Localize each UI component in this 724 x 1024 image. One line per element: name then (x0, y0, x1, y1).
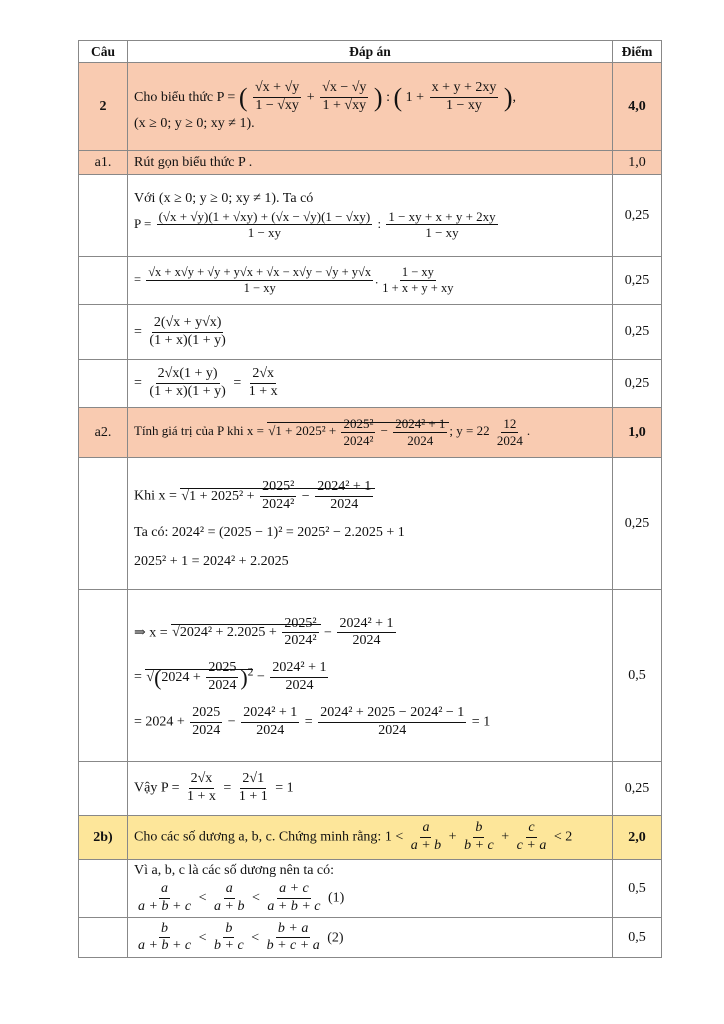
step-row (79, 860, 662, 918)
step-row (79, 590, 662, 762)
part-a2-label: a2. (79, 408, 128, 458)
question-condition: (x ≥ 0; y ≥ 0; xy ≠ 1). (134, 115, 255, 131)
step-5-points: 0,25 (613, 458, 662, 590)
part-a2-text: Tính giá trị của P khi x = √1 + 2025² + $\frac{\text{2025²}}{\text{2024²}}$ − $\frac{\text{2024² + 1}}{2024}$ ; y = 22 $\frac{12}{2024}$ . (128, 408, 613, 458)
step-2-frac2: $\frac{1 - xy}{1 + x + y + xy}$ (382, 265, 454, 295)
step-4-frac: $\frac{2√x(1 + y)}{(1 + x)(1 + y)}$ (149, 366, 226, 399)
step-3: = $\frac{2(√x + y√x)}{(1 + x)(1 + y)}$ (128, 305, 613, 360)
step-5-taco: Ta có: 2024² = (2025 − 1)² = 2025² − 2.2025 + 1 (134, 524, 405, 540)
step-1-frac: $\frac{(√x + √y)(1 + √xy) + (√x - √y)(1 - √xy)}{1 - xy}$ (158, 208, 371, 241)
step-6-points: 0,5 (613, 590, 662, 762)
question-2-row (79, 63, 662, 151)
question-lead: Cho biểu thức (134, 89, 214, 105)
step-4: = $\frac{2√x(1 + y)}{(1 + x)(1 + y)}$ = $\frac{2√x}{1 + x}$ (128, 360, 613, 408)
step-2-frac: $\frac{√x + x√y + √y + y√x + √x - x√y - √y + y√x}{1 - xy}$ (148, 265, 372, 295)
step-4-frac2: $\frac{2√x}{1 + x}$ (248, 366, 278, 399)
step-9: $\frac{b}{a + b + c}$ < $\frac{b}{b + c}$ < $\frac{b + a}{b + c + a}$ (2) (128, 918, 613, 958)
header-diem: Điểm (613, 41, 662, 63)
question-2b-points: 2,0 (613, 816, 662, 860)
question-number: 2 (79, 63, 128, 151)
step-1-points: 0,25 (613, 175, 662, 257)
header-row (79, 41, 662, 63)
part-a2-points: 1,0 (613, 408, 662, 458)
step-4-points: 0,25 (613, 360, 662, 408)
step-row (79, 762, 662, 816)
step-3-frac: $\frac{2(√x + y√x)}{(1 + x)(1 + y)}$ (149, 314, 226, 348)
step-8-points: 0,5 (613, 860, 662, 918)
part-a1-row (79, 151, 662, 175)
step-row (79, 175, 662, 257)
step-row (79, 257, 662, 305)
step-1-frac2: $\frac{1 - xy + x + y + 2xy}{1 - xy}$ (388, 208, 496, 241)
step-1-intro: Với (x ≥ 0; y ≥ 0; xy ≠ 1). Ta có (134, 190, 314, 206)
step-2-points: 0,25 (613, 257, 662, 305)
step-row (79, 305, 662, 360)
step-row (79, 458, 662, 590)
step-7: Vậy P = $\frac{2√x}{1 + x}$ = $\frac{2√1}{1 + 1}$ = 1 (128, 762, 613, 816)
q2-frac1: $\frac{√x + √y}{1 - √xy}$ (254, 79, 300, 113)
step-2: = $\frac{√x + x√y + √y + y√x + √x - x√y - √y + y√x}{1 - xy}$ . $\frac{1 - xy}{1 + x + y + xy}$ (128, 257, 613, 305)
answer-table (78, 40, 662, 958)
step-1: Với (x ≥ 0; y ≥ 0; xy ≠ 1). Ta có P = $\frac{(√x + √y)(1 + √xy) + (√x - √y)(1 - √xy)}{1 - xy}$ : $\frac{1 - xy + x + y + 2xy}{1 - xy}$ (128, 175, 613, 257)
step-row (79, 918, 662, 958)
part-a1-label: a1. (79, 151, 128, 175)
header-cau: Câu (79, 41, 128, 63)
expr-start: P = (216, 89, 236, 105)
step-row (79, 360, 662, 408)
question-2b-label: 2b) (79, 816, 128, 860)
question-2b-row (79, 816, 662, 860)
part-a1-points: 1,0 (613, 151, 662, 175)
question-2-points: 4,0 (613, 63, 662, 151)
question-2b-text: Cho các số dương a, b, c. Chứng minh rằng: 1 < $\frac{a}{a + b}$ + $\frac{b}{b + c}$ + $\frac{c}{c + a}$ < 2 (128, 816, 613, 860)
step-8: Vì a, b, c là các số dương nên ta có: $\frac{a}{a + b + c}$ < $\frac{a}{a + b}$ < $\frac{a + c}{a + b + c}$ (1) (128, 860, 613, 918)
question-2-content: Cho biểu thức P = ( $\frac{√x + √y}{1 - √xy}$ + $\frac{√x - √y}{1 + √xy}$ ) : ( 1 + $\frac{x + y + 2xy}{1 - xy}$ ), (x ≥ 0; y ≥ 0; xy ≠ 1). (128, 63, 613, 151)
step-3-points: 0,25 (613, 305, 662, 360)
step-5-line3: 2025² + 1 = 2024² + 2.2025 (134, 553, 289, 569)
step-7-points: 0,25 (613, 762, 662, 816)
q2-frac3: $\frac{x + y + 2xy}{1 - xy}$ (431, 79, 497, 113)
step-5: Khi x = √1 + 2025² + $\frac{\text{2025²}}{\text{2024²}}$ − $\frac{\text{2024² + 1}}{2024}$ Ta có: 2024² = (2025 − 1)² = 2025² − 2.2025 + 1 2025² + 1 = 2024² + 2.2025 (128, 458, 613, 590)
q2-frac2: $\frac{√x - √y}{1 + √xy}$ (322, 79, 367, 113)
part-a1-text: Rút gọn biểu thức P . (128, 151, 613, 175)
step-9-points: 0,5 (613, 918, 662, 958)
step-6: ⇒ x = √2024² + 2.2025 + $\frac{\text{2025²}}{\text{2024²}}$ − $\frac{\text{2024² + 1}}{2024}$ = √(2024 + $\frac{2025}{2024}$ )$^2$ − $\frac{\text{2024² + 1}}{2024}$ = 2024 + $\frac{2025}{2024}$ − $\frac{\text{2024² + 1}}{2024}$ = $\frac{\text{2024² + 2025 − 2024² − 1}}{2024}$ = 1 (128, 590, 613, 762)
part-a2-row (79, 408, 662, 458)
header-dap-an: Đáp án (128, 41, 613, 63)
